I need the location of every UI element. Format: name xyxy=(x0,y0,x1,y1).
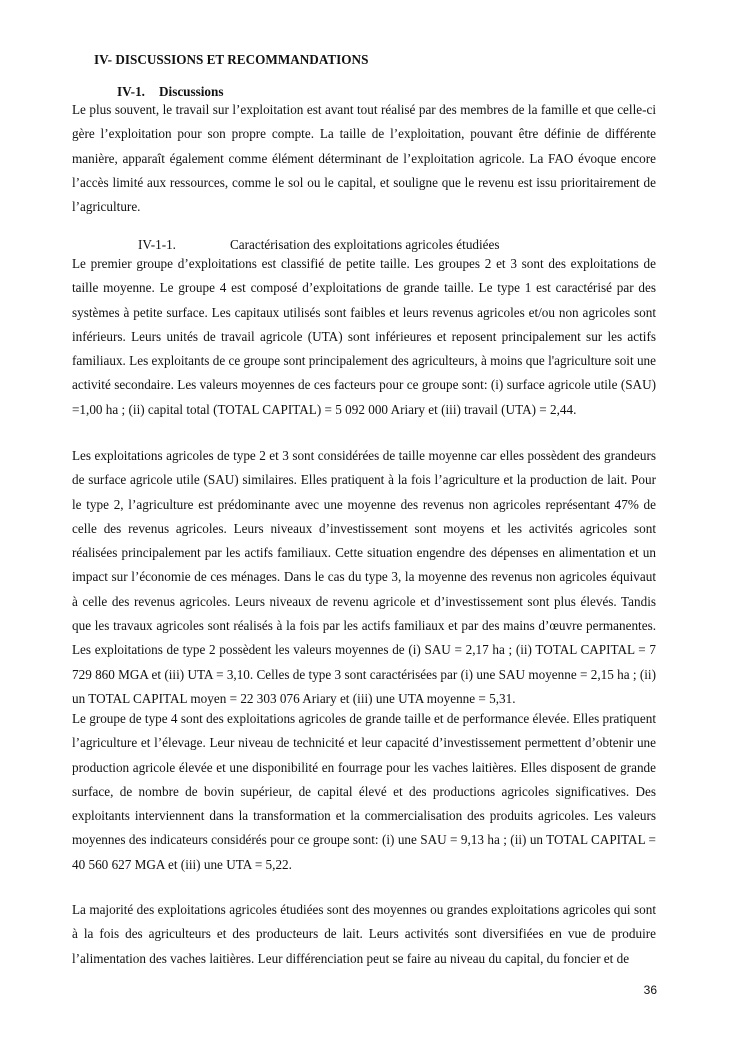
section-title: Discussions xyxy=(159,84,224,99)
paragraph-intro: Le plus souvent, le travail sur l’exploitation est avant tout réalisé par des membres de la famille et que celle-ci gère l’exploitation pour son propre compte. La taille de l’exploitation, pouvant être définie de différente manière, apparaît également comme élément déterminant de l’exploitation agricole. La FAO évoque encore l’accès limité aux ressources, comme le sol ou le capital, et souligne que le revenu est issu prioritairement de l’agriculture. xyxy=(72,102,656,215)
paragraph-type-2-3: Les exploitations agricoles de type 2 et 3 sont considérées de taille moyenne car elles possèdent des grandeurs de surface agricole utile (SAU) similaires. Elles pratiquent à la fois l’agriculture et la production de lait. Pour le type 2, l’agriculture est prédominante avec une moyenne des revenus non agricoles représentant 47% de celle des revenus agricoles. Leurs niveaux d’investissement sont moyens et les activités agricoles sont réalisées principalement par les actifs familiaux. Cette situation engendre des dépenses en alimentation et un impact sur l’économie de ces ménages. Dans le cas du type 3, la moyenne des revenus non agricoles équivaut à celle des revenus agricoles. Leurs niveaux de revenu agricole et d’investissement sont plus élevés. Tandis que les travaux agricoles sont réalisés à la fois par les actifs familiaux et par des mains d’œuvre permanentes. Les exploitations de type 2 possèdent les valeurs moyennes de (i) SAU = 2,17 ha ; (ii) TOTAL CAPITAL = 7 729 860 MGA et (iii) UTA = 3,10. Celles de type 3 sont caractérisées par (i) une SAU moyenne = 2,15 ha ; (ii) un TOTAL CAPITAL moyen = 22 303 076 Ariary et (iii) une UTA moyenne = 5,31. xyxy=(72,448,656,706)
chapter-heading: IV- DISCUSSIONS ET RECOMMANDATIONS xyxy=(94,52,369,67)
paragraph-type-4: Le groupe de type 4 sont des exploitations agricoles de grande taille et de performance élevée. Elles pratiquent l’agriculture et l’élevage. Leur niveau de technicité et leur capacité d’investissement permettent d’obtenir une production agricole élevée et une disponibilité en fourrage pour les vaches laitières. Elles disposent de grande surface, de nombre de bovin supérieur, de capital élevé et des productions agricoles significatives. Des exploitants interviennent dans la transformation et la commercialisation des produits agricoles. Les valeurs moyennes des indicateurs considérés pour ce groupe sont: (i) une SAU = 9,13 ha ; (ii) un TOTAL CAPITAL = 40 560 627 MGA et (iii) une UTA = 5,22. xyxy=(72,711,656,872)
paragraph-type-1: Le premier groupe d’exploitations est classifié de petite taille. Les groupes 2 et 3 sont des exploitations de taille moyenne. Le groupe 4 est composé d’exploitations de grande taille. Le type 1 est caractérisé par des systèmes à petite surface. Les capitaux utilisés sont faibles et leurs revenus agricoles et/ou non agricoles sont inférieurs. Leurs unités de travail agricole (UTA) sont inférieures et reposent principalement sur les actifs familiaux. Les exploitants de ce groupe sont principalement des agriculteurs, à moins que l'agriculture soit une activité secondaire. Les valeurs moyennes de ces facteurs pour ce groupe sont: (i) surface agricole utile (SAU) =1,00 ha ; (ii) capital total (TOTAL CAPITAL) = 5 092 000 Ariary et (iii) travail (UTA) = 2,44. xyxy=(72,256,656,417)
page-number: 36 xyxy=(643,983,657,997)
subsection-title: Caractérisation des exploitations agricoles étudiées xyxy=(230,237,500,252)
subsection-heading xyxy=(138,237,500,253)
subsection-number: IV-1-1. xyxy=(138,237,176,252)
section-number: IV-1. xyxy=(117,84,145,99)
paragraph-majority: La majorité des exploitations agricoles étudiées sont des moyennes ou grandes exploitations agricoles qui sont à la fois des agriculteurs et des producteurs de lait. Leurs activités sont diversifiées en vue de produire l’alimentation des vaches laitières. Leur différenciation peut se faire au niveau du capital, du foncier et de xyxy=(72,902,656,966)
